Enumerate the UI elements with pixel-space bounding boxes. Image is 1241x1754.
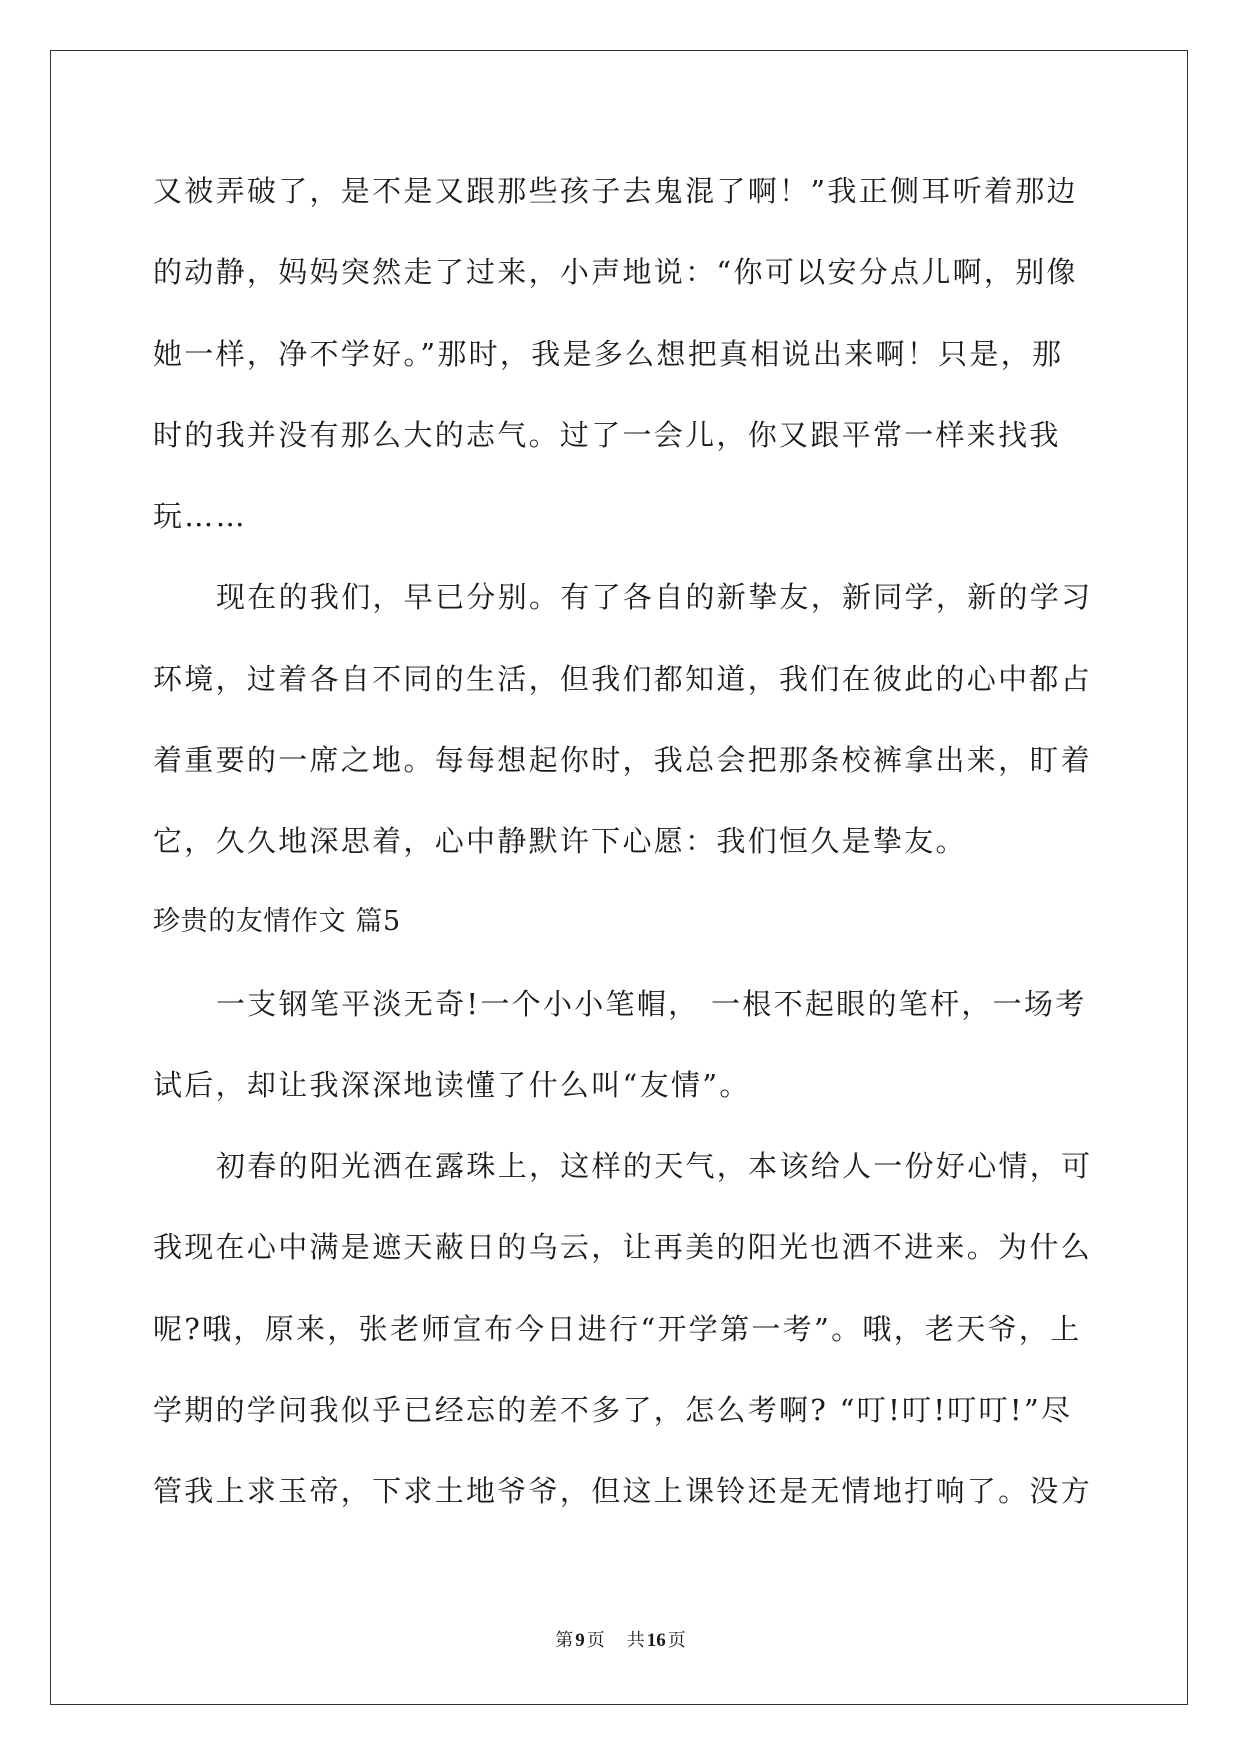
total-prefix: 共 bbox=[626, 1630, 645, 1651]
total-suffix: 页 bbox=[667, 1630, 686, 1651]
body-line: 初春的阳光洒在露珠上，这样的天气，本该给人一份好心情，可 bbox=[216, 1149, 1093, 1183]
page-prefix: 第 bbox=[555, 1630, 574, 1651]
page-suffix: 页 bbox=[586, 1630, 605, 1651]
section-heading: 珍贵的友情作文 篇5 bbox=[153, 906, 401, 937]
body-line: 管我上求玉帝，下求土地爷爷，但这上课铃还是无情地打响了。没方 bbox=[153, 1474, 1093, 1508]
body-line: 她一样，净不学好。”那时，我是多么想把真相说出来啊！只是，那 bbox=[153, 337, 1064, 371]
body-line: 我现在心中满是遮天蔽日的乌云，让再美的阳光也洒不进来。为什么 bbox=[153, 1230, 1093, 1264]
body-line: 着重要的一席之地。每每想起你时，我总会把那条校裤拿出来，盯着 bbox=[153, 743, 1093, 777]
page-border bbox=[50, 50, 1188, 1705]
body-line: 学期的学问我似乎已经忘的差不多了，怎么考啊? “叮!叮!叮叮!”尽 bbox=[153, 1393, 1073, 1427]
body-line: 时的我并没有那么大的志气。过了一会儿，你又跟平常一样来找我 bbox=[153, 418, 1061, 452]
page-number: 9 bbox=[575, 1630, 585, 1651]
body-line: 试后，却让我深深地读懂了什么叫“友情”。 bbox=[153, 1068, 751, 1102]
body-line: 环境，过着各自不同的生活，但我们都知道，我们在彼此的心中都占 bbox=[153, 662, 1093, 696]
page-footer bbox=[0, 1628, 1241, 1654]
body-line: 又被弄破了，是不是又跟那些孩子去鬼混了啊！”我正侧耳听着那边 bbox=[153, 174, 1078, 208]
body-line: 玩…… bbox=[153, 499, 247, 533]
total-pages: 16 bbox=[646, 1630, 666, 1651]
body-line: 它，久久地深思着，心中静默许下心愿：我们恒久是挚友。 bbox=[153, 824, 967, 858]
body-line: 的动静，妈妈突然走了过来，小声地说：“你可以安分点儿啊，别像 bbox=[153, 255, 1078, 289]
body-line: 一支钢笔平淡无奇!一个小小笔帽， 一根不起眼的笔杆，一场考 bbox=[216, 987, 1087, 1021]
body-line: 呢?哦，原来，张老师宣布今日进行“开学第一考”。哦，老天爷，上 bbox=[153, 1312, 1082, 1346]
body-line: 现在的我们，早已分别。有了各自的新挚友，新同学，新的学习 bbox=[216, 580, 1093, 614]
